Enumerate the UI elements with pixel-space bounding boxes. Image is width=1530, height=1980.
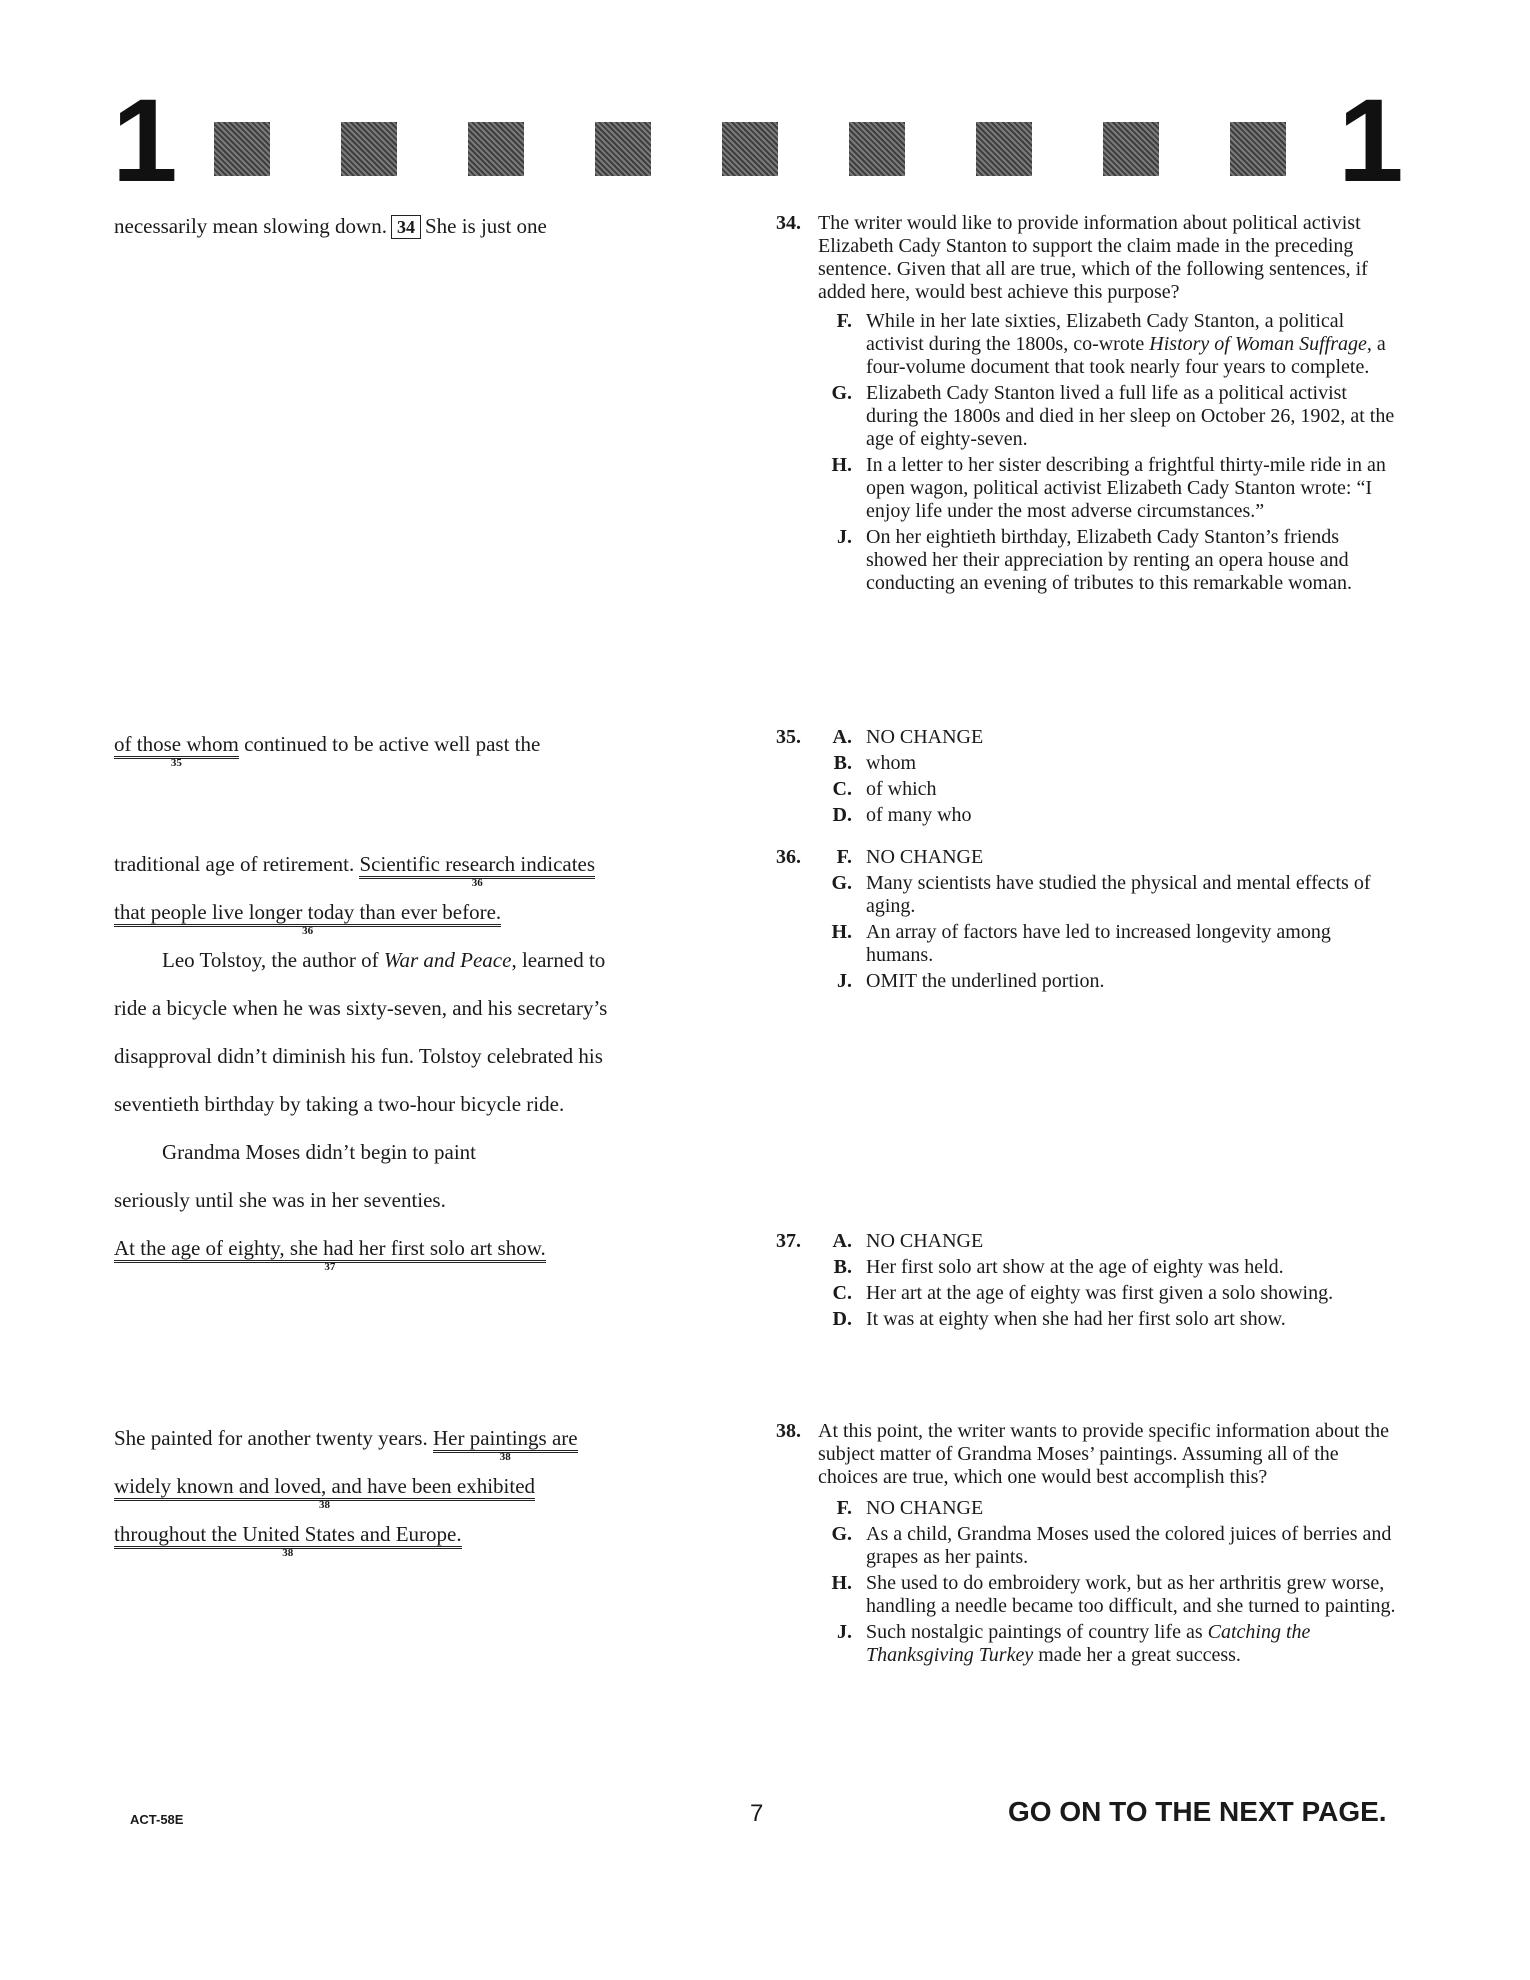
header-block	[1103, 122, 1159, 176]
passage-line-10: seriously until she was in her seventies.	[114, 1188, 446, 1212]
passage-line-5: Leo Tolstoy, the author of War and Peace, learned to	[162, 948, 606, 972]
answer-option[interactable]: B. Her first solo art show at the age of eighty was held.	[833, 1256, 1284, 1278]
passage-line-3: traditional age of retirement. Scientific research indicates 36	[114, 852, 596, 889]
answer-option[interactable]: H. An array of factors have led to increased longevity among humans.	[831, 921, 1331, 966]
section-number-right: 1	[1338, 75, 1404, 207]
question-34: 34. The writer would like to provide information about political activist Elizabeth Cady Stanton to support the claim made in the preceding sentence. Given that all are true, which of the following sentences, if added here, would best achieve this purpose? F. While in her late sixties, Elizabeth Cady Stanton, a political activist during the 1800s, co-wrote History of Woman Suffrage, a four-volume document that took nearly four years to complete. G. Elizabeth Cady Stanton lived a full life as a political activist during the 1800s and died in her sleep on October 26, 1902, at the age of eighty-seven. H. In a letter to her sister describing a frightful thirty-mile ride in an open wagon, political activist Elizabeth Cady Stanton wrote: “I enjoy life under the most adverse circumstances.” J. On her eightieth birthday, Elizabeth Cady Stanton’s friends showed her their appreciation by renting an opera house and conducting an evening of tributes to this remarkable woman.	[776, 212, 1395, 594]
underlined-38a[interactable]: Her paintings are 38	[432, 1426, 578, 1463]
header-block	[722, 122, 778, 176]
next-page-notice: GO ON TO THE NEXT PAGE.	[1008, 1796, 1387, 1827]
underlined-38b[interactable]: widely known and loved, and have been exhibited 38	[114, 1474, 536, 1511]
header-block	[341, 122, 397, 176]
answer-option[interactable]: B. whom	[833, 752, 916, 774]
header-block	[214, 122, 270, 176]
passage-line-13	[114, 1474, 536, 1511]
answer-option[interactable]: A. NO CHANGE	[832, 1230, 984, 1252]
passage-line-1: necessarily mean slowing down. 34 She is just one	[114, 214, 547, 238]
passage-line-8: seventieth birthday by taking a two-hour bicycle ride.	[114, 1092, 565, 1116]
passage-line-7: disapproval didn’t diminish his fun. Tolstoy celebrated his	[114, 1044, 603, 1068]
underlined-36b[interactable]: that people live longer today than ever before. 36	[114, 900, 502, 937]
question-stem: At this point, the writer wants to provide specific information about the subject matter of Grandma Moses’ paintings. Assuming all of the choices are true, which one would best accomplish this?	[818, 1420, 1389, 1488]
answer-option[interactable]: D. of many who	[832, 804, 972, 826]
answer-option[interactable]: G. Elizabeth Cady Stanton lived a full life as a political activist during the 1800s and died in her sleep on October 26, 1902, at the age of eighty-seven.	[831, 382, 1395, 450]
answer-option[interactable]: A. NO CHANGE	[832, 726, 984, 748]
question-35: 35. A. NO CHANGE B. whom C. of which D. of many who	[776, 726, 1396, 827]
passage-line-9: Grandma Moses didn’t begin to paint	[162, 1140, 476, 1164]
section-header	[90, 75, 1410, 207]
answer-option[interactable]: C. Her art at the age of eighty was first given a solo showing.	[832, 1282, 1334, 1304]
header-block	[1230, 122, 1286, 176]
passage-line-11	[114, 1236, 546, 1273]
question-36: 36. F. NO CHANGE G. Many scientists have studied the physical and mental effects of aging. H. An array of factors have led to increased longevity among humans. J. OMIT the underlined portion.	[776, 846, 1396, 993]
answer-option[interactable]: J. On her eightieth birthday, Elizabeth Cady Stanton’s friends showed her their appreciation by renting an opera house and conducting an evening of tributes to this remarkable woman.	[837, 526, 1352, 594]
underlined-36a[interactable]: Scientific research indicates 36	[359, 852, 596, 889]
page-number: 7	[750, 1800, 764, 1827]
answer-option[interactable]: G. As a child, Grandma Moses used the colored juices of berries and grapes as her paints.	[831, 1523, 1392, 1568]
passage-line-12: She painted for another twenty years. Her paintings are 38	[114, 1426, 578, 1463]
passage-line-14	[114, 1522, 462, 1559]
question-stem: The writer would like to provide information about political activist Elizabeth Cady Stanton to support the claim made in the preceding sentence. Given that all are true, which of the following sentences, if added here, would best achieve this purpose?	[818, 212, 1368, 303]
question-38: 38. At this point, the writer wants to provide specific information about the subject matter of Grandma Moses’ paintings. Assuming all of the choices are true, which one would best accomplish this? F. NO CHANGE G. As a child, Grandma Moses used the colored juices of berries and grapes as her paints. H. She used to do embroidery work, but as her arthritis grew worse, handling a needle became too difficult, and she turned to painting. J. Such nostalgic paintings of country life as Catching the Thanksgiving Turkey made her a great success.	[776, 1420, 1396, 1666]
underlined-38c[interactable]: throughout the United States and Europe. 38	[114, 1522, 462, 1559]
underlined-37[interactable]: At the age of eighty, she had her first solo art show. 37	[114, 1236, 546, 1273]
answer-option[interactable]: J. Such nostalgic paintings of country life as Catching the Thanksgiving Turkey made her a great success.	[837, 1621, 1311, 1666]
question-box-34[interactable]: 34	[391, 215, 421, 239]
answer-option[interactable]: F. NO CHANGE	[836, 846, 984, 868]
header-block	[976, 122, 1032, 176]
answer-option[interactable]: F. While in her late sixties, Elizabeth Cady Stanton, a political activist during the 1800s, co-wrote History of Woman Suffrage, a four-volume document that took nearly four years to complete.	[836, 310, 1386, 378]
underlined-35[interactable]: of those whom 35	[114, 732, 239, 769]
question-37: 37. A. NO CHANGE B. Her first solo art show at the age of eighty was held. C. Her art at the age of eighty was first given a solo showing. D. It was at eighty when she had her first solo art show.	[776, 1230, 1396, 1331]
answer-option[interactable]: J. OMIT the underlined portion.	[837, 970, 1105, 992]
form-code: ACT-58E	[130, 1812, 184, 1827]
answer-option[interactable]: H. In a letter to her sister describing a frightful thirty-mile ride in an open wagon, political activist Elizabeth Cady Stanton wrote: “I enjoy life under the most adverse circumstances.”	[831, 454, 1386, 522]
header-block	[595, 122, 651, 176]
answer-option[interactable]: D. It was at eighty when she had her first solo art show.	[832, 1308, 1286, 1330]
header-block	[468, 122, 524, 176]
answer-option[interactable]: F. NO CHANGE	[836, 1497, 984, 1519]
answer-option[interactable]: H. She used to do embroidery work, but as her arthritis grew worse, handling a needle became too difficult, and she turned to painting.	[831, 1572, 1396, 1617]
answer-option[interactable]: C. of which	[832, 778, 937, 800]
header-block	[849, 122, 905, 176]
answer-option[interactable]: G. Many scientists have studied the physical and mental effects of aging.	[831, 872, 1371, 917]
passage-line-4	[114, 900, 502, 937]
section-number-left: 1	[112, 75, 178, 207]
passage-line-6: ride a bicycle when he was sixty-seven, and his secretary’s	[114, 996, 608, 1020]
passage-line-2: of those whom 35 continued to be active well past the	[114, 732, 541, 769]
